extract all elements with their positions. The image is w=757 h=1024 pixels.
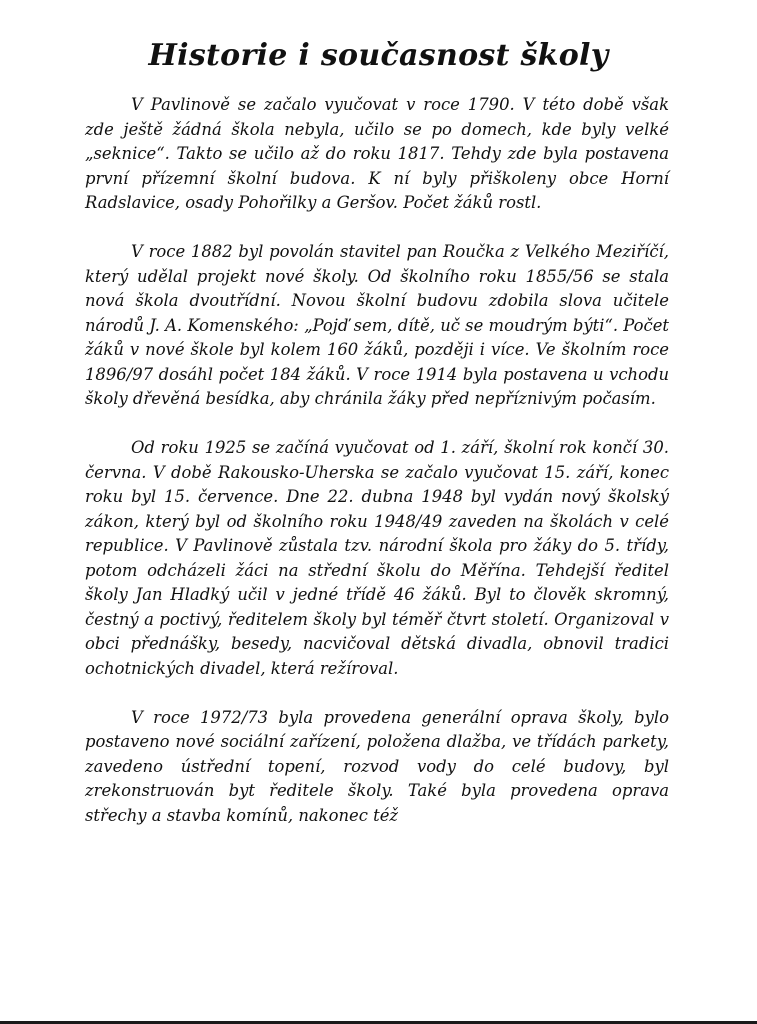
document-body (85, 93, 669, 853)
paragraph-4: V roce 1972/73 byla provedena generální oprava školy, bylo postaveno nové sociální zařízení, položena dlažba, ve třídách parkety, zavedeno ústřední topení, rozvod vody do celé budovy, byl zrekonstruován byt ředitele školy. Také byla provedena oprava střechy a stavba komínů, nakonec též (85, 707, 669, 825)
paragraph-1: V Pavlinově se začalo vyučovat v roce 1790. V této době však zde ještě žádná škola nebyla, učilo se po domech, kde byly velké „seknice“. Takto se učilo až do roku 1817. Tehdy zde byla postavena první přízemní školní budova. K ní byly přiškoleny obce Horní Radslavice, osady Pohořilky a Geršov. Počet žáků rostl. (85, 95, 669, 212)
paragraph-3: Od roku 1925 se začíná vyučovat od 1. září, školní rok končí 30. června. V době Rakousko-Uherska se začalo vyučovat 15. září, konec roku byl 15. července. Dne 22. dubna 1948 byl vydán nový školský zákon, který byl od školního roku 1948/49 zaveden na školách v celé republice. V Pavlinově zůstala tzv. národní škola pro žáky do 5. třídy, potom odcházeli žáci na střední školu do Měřína. Tehdejší ředitel školy Jan Hladký učil v jedné třídě 46 žáků. Byl to člověk skromný, čestný a poctivý, ředitelem školy byl téměř čtvrt století. Organizoval v obci přednášky, besedy, nacvičoval dětská divadla, obnovil tradici ochotnických divadel, která režíroval. (85, 438, 669, 678)
paragraph-2: V roce 1882 byl povolán stavitel pan Roučka z Velkého Meziříčí, který udělal projekt nové školy. Od školního roku 1855/56 se stala nová škola dvoutřídní. Novou školní budovu zdobila slova učitele národů J. A. Komenského: „Pojď sem, dítě, uč se moudrým býti“. Počet žáků v nové škole byl kolem 160 žáků, později i více. Ve školním roce 1896/97 dosáhl počet 184 žáků. V roce 1914 byla postavena u vchodu školy dřevěná besídka, aby chránila žáky před nepříznivým počasím. (85, 242, 669, 408)
document-title: Historie i současnost školy (148, 38, 609, 74)
